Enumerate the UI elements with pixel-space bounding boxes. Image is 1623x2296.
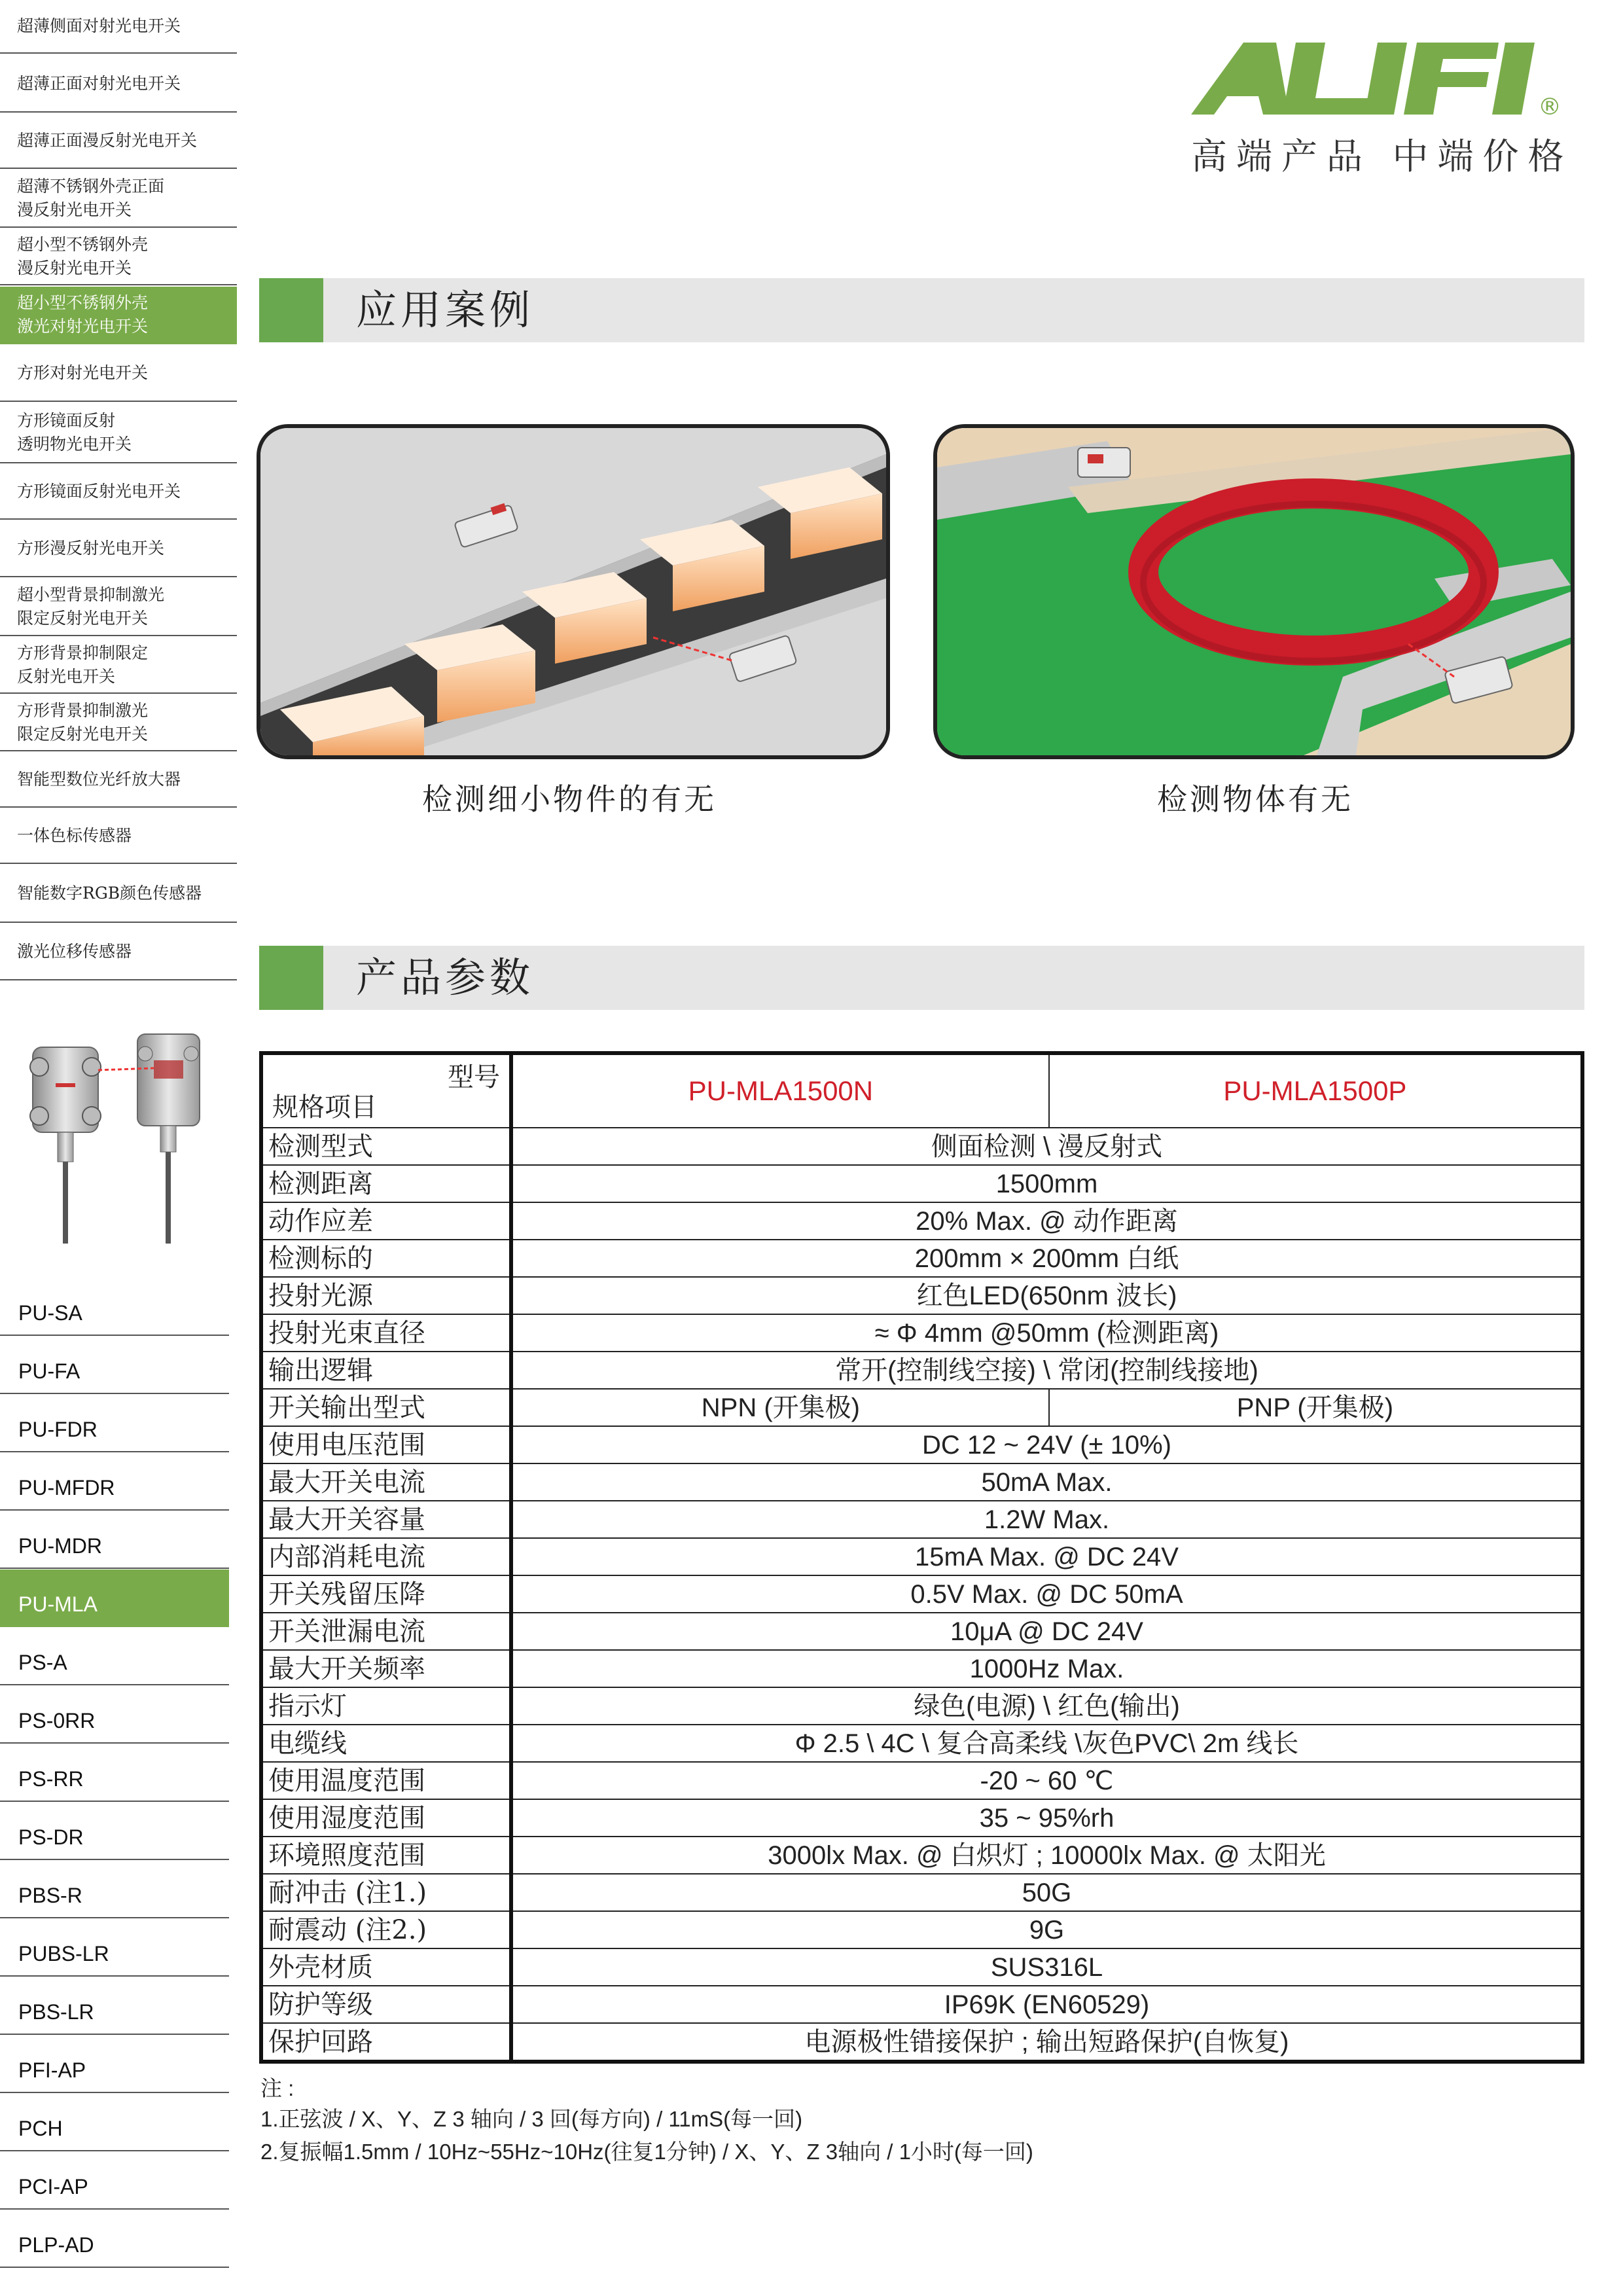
spec-label: 最大开关容量 [261, 1501, 511, 1538]
sidebar-model-item[interactable]: PCI-AP [0, 2152, 229, 2210]
sidebar-category-item[interactable]: 超小型背景抑制激光 限定反射光电开关 [0, 579, 237, 636]
spec-value: 0.5V Max. @ DC 50mA [511, 1575, 1582, 1613]
alif-logo [1191, 36, 1584, 128]
spec-row [261, 1165, 1582, 1202]
sidebar-model-item[interactable]: PU-MDR [0, 1511, 229, 1569]
spec-value: ≈ Φ 4mm @50mm (检测距离) [511, 1314, 1582, 1352]
spec-value: Φ 2.5 \ 4C \ 复合高柔线 \灰色PVC\ 2m 线长 [511, 1725, 1582, 1762]
spec-label: 指示灯 [261, 1687, 511, 1725]
sidebar-model-item[interactable]: PS-RR [0, 1744, 229, 1802]
spec-label: 电缆线 [261, 1725, 511, 1762]
sidebar-category-item[interactable]: 激光位移传感器 [0, 924, 237, 980]
sidebar-model-item[interactable]: PCH [0, 2094, 229, 2151]
sidebar-category-item[interactable]: 超小型不锈钢外壳 漫反射光电开关 [0, 229, 237, 285]
spec-label: 投射光源 [261, 1277, 511, 1314]
spec-value: 1500mm [511, 1165, 1582, 1202]
spec-label: 检测距离 [261, 1165, 511, 1202]
spec-value: IP69K (EN60529) [511, 1986, 1582, 2023]
spec-label: 开关泄漏电流 [261, 1613, 511, 1650]
spec-row [261, 1799, 1582, 1837]
spec-row [261, 1463, 1582, 1501]
spec-row [261, 1426, 1582, 1463]
spec-value: 15mA Max. @ DC 24V [511, 1538, 1582, 1575]
spec-row [261, 1687, 1582, 1725]
spec-label: 最大开关频率 [261, 1650, 511, 1687]
spec-label: 内部消耗电流 [261, 1538, 511, 1575]
sidebar-category-item[interactable]: 方形背景抑制激光 限定反射光电开关 [0, 695, 237, 751]
spec-value: 电源极性错接保护 ; 输出短路保护(自恢复) [511, 2023, 1582, 2062]
sidebar-category-item[interactable]: 方形镜面反射 透明物光电开关 [0, 403, 237, 463]
spec-value: 红色LED(650nm 波长) [511, 1277, 1582, 1314]
header-model-label: 型号 [448, 1062, 500, 1092]
spec-label: 外壳材质 [261, 1948, 511, 1986]
spec-row [261, 1538, 1582, 1575]
spec-label: 开关输出型式 [261, 1389, 511, 1426]
sidebar-model-item[interactable]: PU-FDR [0, 1395, 229, 1452]
spec-label: 检测型式 [261, 1128, 511, 1165]
spec-row [261, 1202, 1582, 1240]
spec-label: 动作应差 [261, 1202, 511, 1240]
spec-value: 绿色(电源) \ 红色(输出) [511, 1687, 1582, 1725]
spec-label: 投射光束直径 [261, 1314, 511, 1352]
spec-row [261, 1613, 1582, 1650]
header-item-label: 规格项目 [272, 1092, 377, 1122]
spec-value: -20 ~ 60 ℃ [511, 1762, 1582, 1799]
note-item: 1.正弦波 / X、Y、Z 3 轴向 / 3 回(每方向) / 11mS(每一回) [260, 2107, 803, 2131]
spec-value: SUS316L [511, 1948, 1582, 1986]
spec-value: 35 ~ 95%rh [511, 1799, 1582, 1837]
note-item: 2.复振幅1.5mm / 10Hz~55Hz~10Hz(往复1分钟) / X、Y、Z 3轴向 / 1小时(每一回) [260, 2140, 1033, 2164]
spec-value: 50mA Max. [511, 1463, 1582, 1501]
sidebar-model-item[interactable]: PBS-R [0, 1861, 229, 1918]
spec-value: PNP (开集极) [1049, 1389, 1582, 1426]
spec-row [261, 1948, 1582, 1986]
sidebar-category-item[interactable]: 智能数字RGB颜色传感器 [0, 865, 237, 923]
spec-value: 侧面检测 \ 漫反射式 [511, 1128, 1582, 1165]
spec-row [261, 1314, 1582, 1352]
spec-row [261, 1277, 1582, 1314]
spec-label: 最大开关电流 [261, 1463, 511, 1501]
notes-title: 注 : [260, 2076, 294, 2100]
spec-label: 使用湿度范围 [261, 1799, 511, 1837]
sidebar-model-item[interactable]: PUBS-LR [0, 1919, 229, 1977]
spec-row [261, 1240, 1582, 1277]
spec-label: 输出逻辑 [261, 1352, 511, 1389]
application-image-conveyor-boxes [257, 424, 890, 759]
sidebar-model-item[interactable]: PU-MLA [0, 1570, 229, 1627]
spec-value: 50G [511, 1874, 1582, 1911]
sidebar-category-item[interactable]: 超小型不锈钢外壳 激光对射光电开关 [0, 287, 237, 344]
sidebar-model-item[interactable]: PU-FA [0, 1336, 229, 1394]
spec-row [261, 1389, 1582, 1426]
spec-value: 1000Hz Max. [511, 1650, 1582, 1687]
product-photo [20, 1028, 223, 1250]
spec-label: 防护等级 [261, 1986, 511, 2023]
sidebar-model-item[interactable]: PBS-LR [0, 1977, 229, 2035]
spec-value: 3000lx Max. @ 白炽灯 ; 10000lx Max. @ 太阳光 [511, 1837, 1582, 1874]
spec-row [261, 1837, 1582, 1874]
sidebar-model-item[interactable]: PU-MFDR [0, 1453, 229, 1511]
sidebar-category-item[interactable]: 一体色标传感器 [0, 809, 237, 864]
spec-value: NPN (开集极) [511, 1389, 1049, 1426]
spec-row [261, 1128, 1582, 1165]
sidebar-model-item[interactable]: PS-0RR [0, 1686, 229, 1744]
spec-value: 20% Max. @ 动作距离 [511, 1202, 1582, 1240]
sidebar-category-item[interactable]: 超薄正面对射光电开关 [0, 56, 237, 113]
spec-label: 耐冲击 (注1.) [261, 1874, 511, 1911]
spec-label: 使用温度范围 [261, 1762, 511, 1799]
spec-value: 1.2W Max. [511, 1501, 1582, 1538]
sidebar-category-item[interactable]: 方形镜面反射光电开关 [0, 465, 237, 520]
section-title: 应用案例 [356, 286, 535, 334]
spec-value: 9G [511, 1911, 1582, 1948]
spec-label: 开关残留压降 [261, 1575, 511, 1613]
brand-slogan: 高端产品 中端价格 [1191, 135, 1573, 177]
spec-header-row [261, 1053, 1582, 1128]
spec-row [261, 2023, 1582, 2062]
spec-row [261, 1575, 1582, 1613]
sidebar-category-item[interactable]: 方形漫反射光电开关 [0, 521, 237, 577]
spec-row [261, 1986, 1582, 2023]
section-header-params [259, 946, 1584, 1010]
sidebar-category-item[interactable]: 方形对射光电开关 [0, 346, 237, 402]
spec-row [261, 1352, 1582, 1389]
spec-value: 10μA @ DC 24V [511, 1613, 1582, 1650]
model-name-pnp: PU-MLA1500P [1049, 1053, 1582, 1128]
spec-label: 环境照度范围 [261, 1837, 511, 1874]
spec-table [259, 1051, 1584, 2064]
sidebar-model-item[interactable]: PU-SA [0, 1278, 229, 1336]
spec-row [261, 1501, 1582, 1538]
section-header-application [259, 278, 1584, 342]
model-name-npn: PU-MLA1500N [511, 1053, 1049, 1128]
sidebar-model-item[interactable]: PS-A [0, 1628, 229, 1685]
spec-label: 保护回路 [261, 2023, 511, 2062]
spec-row [261, 1911, 1582, 1948]
sidebar-model-item[interactable]: PLP-AD [0, 2210, 229, 2268]
application-caption: 检测物体有无 [1157, 781, 1353, 817]
spec-value: 200mm × 200mm 白纸 [511, 1240, 1582, 1277]
section-title: 产品参数 [356, 954, 535, 1001]
sidebar-category-item[interactable]: 方形背景抑制限定 反射光电开关 [0, 637, 237, 694]
spec-header-corner [261, 1053, 511, 1128]
application-caption: 检测细小物件的有无 [422, 781, 717, 817]
spec-label: 耐震动 (注2.) [261, 1911, 511, 1948]
sidebar-model-item[interactable]: PS-DR [0, 1803, 229, 1860]
sidebar-category-item[interactable]: 超薄正面漫反射光电开关 [0, 114, 237, 169]
sidebar-category-item[interactable]: 超薄不锈钢外壳正面 漫反射光电开关 [0, 170, 237, 228]
spec-row [261, 1874, 1582, 1911]
section-accent-bar [259, 946, 323, 1010]
spec-value: DC 12 ~ 24V (± 10%) [511, 1426, 1582, 1463]
spec-label: 使用电压范围 [261, 1426, 511, 1463]
application-image-ring-detection [933, 424, 1575, 759]
spec-value: 常开(控制线空接) \ 常闭(控制线接地) [511, 1352, 1582, 1389]
sidebar-category-item[interactable]: 智能型数位光纤放大器 [0, 753, 237, 808]
spec-row [261, 1725, 1582, 1762]
sidebar-category-item[interactable]: 超薄侧面对射光电开关 [0, 0, 237, 54]
section-accent-bar [259, 278, 323, 342]
spec-label: 检测标的 [261, 1240, 511, 1277]
spec-row [261, 1650, 1582, 1687]
sidebar-model-item[interactable]: PFI-AP [0, 2036, 229, 2093]
registered-mark: ® [1538, 94, 1561, 120]
spec-row [261, 1762, 1582, 1799]
